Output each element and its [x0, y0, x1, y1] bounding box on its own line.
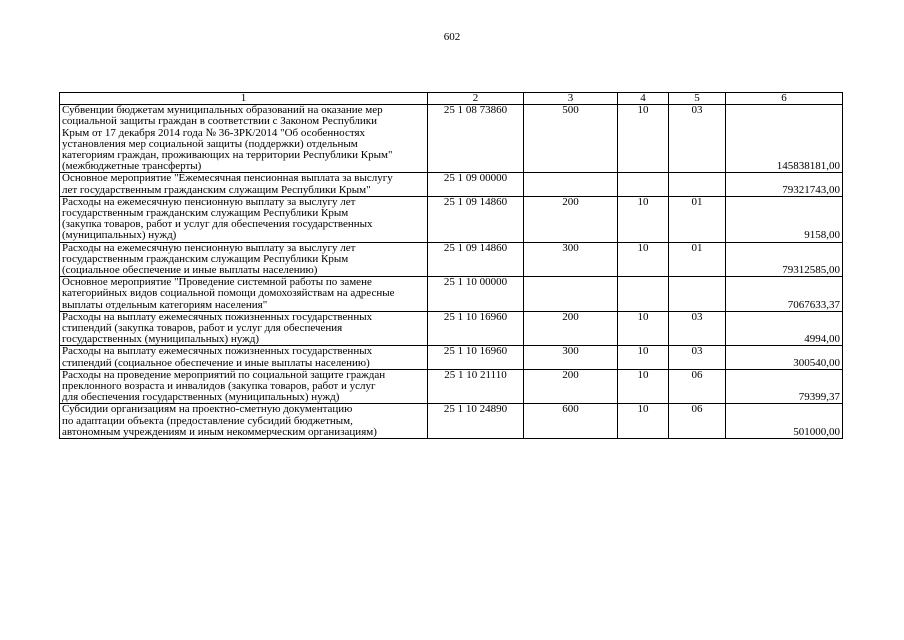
amount-cell: 9158,00: [726, 196, 843, 242]
amount-cell: 79321743,00: [726, 173, 843, 196]
expense-type-code: 200: [524, 196, 618, 242]
table-row: [60, 404, 843, 439]
target-article-code: 25 1 09 00000: [428, 173, 524, 196]
expense-type-code: 500: [524, 105, 618, 173]
expense-type-code: 300: [524, 242, 618, 277]
subsection-code: 01: [669, 196, 726, 242]
table-row: [60, 277, 843, 312]
target-article-code: 25 1 10 16960: [428, 311, 524, 346]
description-cell: Субсидии организациям на проектно-сметную документацию по адаптации объекта (предоставление субсидий бюджетным, автономным учреждениям и иным некоммерческим организациям): [60, 404, 428, 439]
amount-cell: 300540,00: [726, 346, 843, 369]
section-code: 10: [618, 105, 669, 173]
column-number-header: [60, 93, 843, 105]
target-article-code: 25 1 09 14860: [428, 196, 524, 242]
expense-type-code: 200: [524, 311, 618, 346]
table-row: [60, 173, 843, 196]
page-number: 602: [443, 31, 461, 43]
section-code: 10: [618, 196, 669, 242]
subsection-code: 01: [669, 242, 726, 277]
header-cell: 5: [669, 93, 726, 105]
table-row: [60, 369, 843, 404]
expense-type-code: 200: [524, 369, 618, 404]
description-cell: Субвенции бюджетам муниципальных образований на оказание мер социальной защиты граждан в соответствии с Законом Республики Крым от 17 декабря 2014 года № 36-ЗРК/2014 "Об особенностях установления мер социальной защиты (поддержки) отдельным категориям граждан, проживающих на территории Республики Крым" (межбюджетные трансферты): [60, 105, 428, 173]
subsection-code: 06: [669, 404, 726, 439]
section-code: 10: [618, 404, 669, 439]
table-row: [60, 311, 843, 346]
section-code: [618, 277, 669, 312]
header-cell: 4: [618, 93, 669, 105]
amount-cell: 4994,00: [726, 311, 843, 346]
header-cell: 3: [524, 93, 618, 105]
amount-cell: 79312585,00: [726, 242, 843, 277]
target-article-code: 25 1 09 14860: [428, 242, 524, 277]
amount-cell: 79399,37: [726, 369, 843, 404]
section-code: 10: [618, 369, 669, 404]
description-cell: Расходы на выплату ежемесячных пожизненных государственных стипендий (социальное обеспечение и иные выплаты населению): [60, 346, 428, 369]
subsection-code: 03: [669, 346, 726, 369]
budget-table: [59, 92, 843, 439]
table-row: [60, 196, 843, 242]
header-cell: 2: [428, 93, 524, 105]
description-cell: Расходы на ежемесячную пенсионную выплату за выслугу лет государственным гражданским служащим Республики Крым (социальное обеспечение и иные выплаты населению): [60, 242, 428, 277]
expense-type-code: 600: [524, 404, 618, 439]
section-code: 10: [618, 311, 669, 346]
target-article-code: 25 1 08 73860: [428, 105, 524, 173]
section-code: 10: [618, 242, 669, 277]
expense-type-code: [524, 277, 618, 312]
target-article-code: 25 1 10 24890: [428, 404, 524, 439]
description-cell: Основное мероприятие "Ежемесячная пенсионная выплата за выслугу лет государственным гражданским служащим Республики Крым": [60, 173, 428, 196]
subsection-code: [669, 277, 726, 312]
table-row: [60, 346, 843, 369]
amount-cell: 501000,00: [726, 404, 843, 439]
target-article-code: 25 1 10 16960: [428, 346, 524, 369]
subsection-code: 03: [669, 105, 726, 173]
section-code: [618, 173, 669, 196]
description-cell: Расходы на ежемесячную пенсионную выплату за выслугу лет государственным гражданским служащим Республики Крым (закупка товаров, работ и услуг для обеспечения государственных (муниципальных) нужд): [60, 196, 428, 242]
target-article-code: 25 1 10 21110: [428, 369, 524, 404]
expense-type-code: [524, 173, 618, 196]
description-cell: Расходы на выплату ежемесячных пожизненных государственных стипендий (закупка товаров, работ и услуг для обеспечения государственных (муниципальных) нужд): [60, 311, 428, 346]
table-row: [60, 242, 843, 277]
subsection-code: 06: [669, 369, 726, 404]
amount-cell: 145838181,00: [726, 105, 843, 173]
amount-cell: 7067633,37: [726, 277, 843, 312]
header-cell: 1: [60, 93, 428, 105]
subsection-code: [669, 173, 726, 196]
target-article-code: 25 1 10 00000: [428, 277, 524, 312]
expense-type-code: 300: [524, 346, 618, 369]
header-cell: 6: [726, 93, 843, 105]
description-cell: Основное мероприятие "Проведение системной работы по замене категорийных видов социальной помощи домохозяйствам на адресные выплаты отдельным категориям населения": [60, 277, 428, 312]
subsection-code: 03: [669, 311, 726, 346]
table-row: [60, 105, 843, 173]
section-code: 10: [618, 346, 669, 369]
description-cell: Расходы на проведение мероприятий по социальной защите граждан преклонного возраста и инвалидов (закупка товаров, работ и услуг для обеспечения государственных (муниципальных) нужд): [60, 369, 428, 404]
